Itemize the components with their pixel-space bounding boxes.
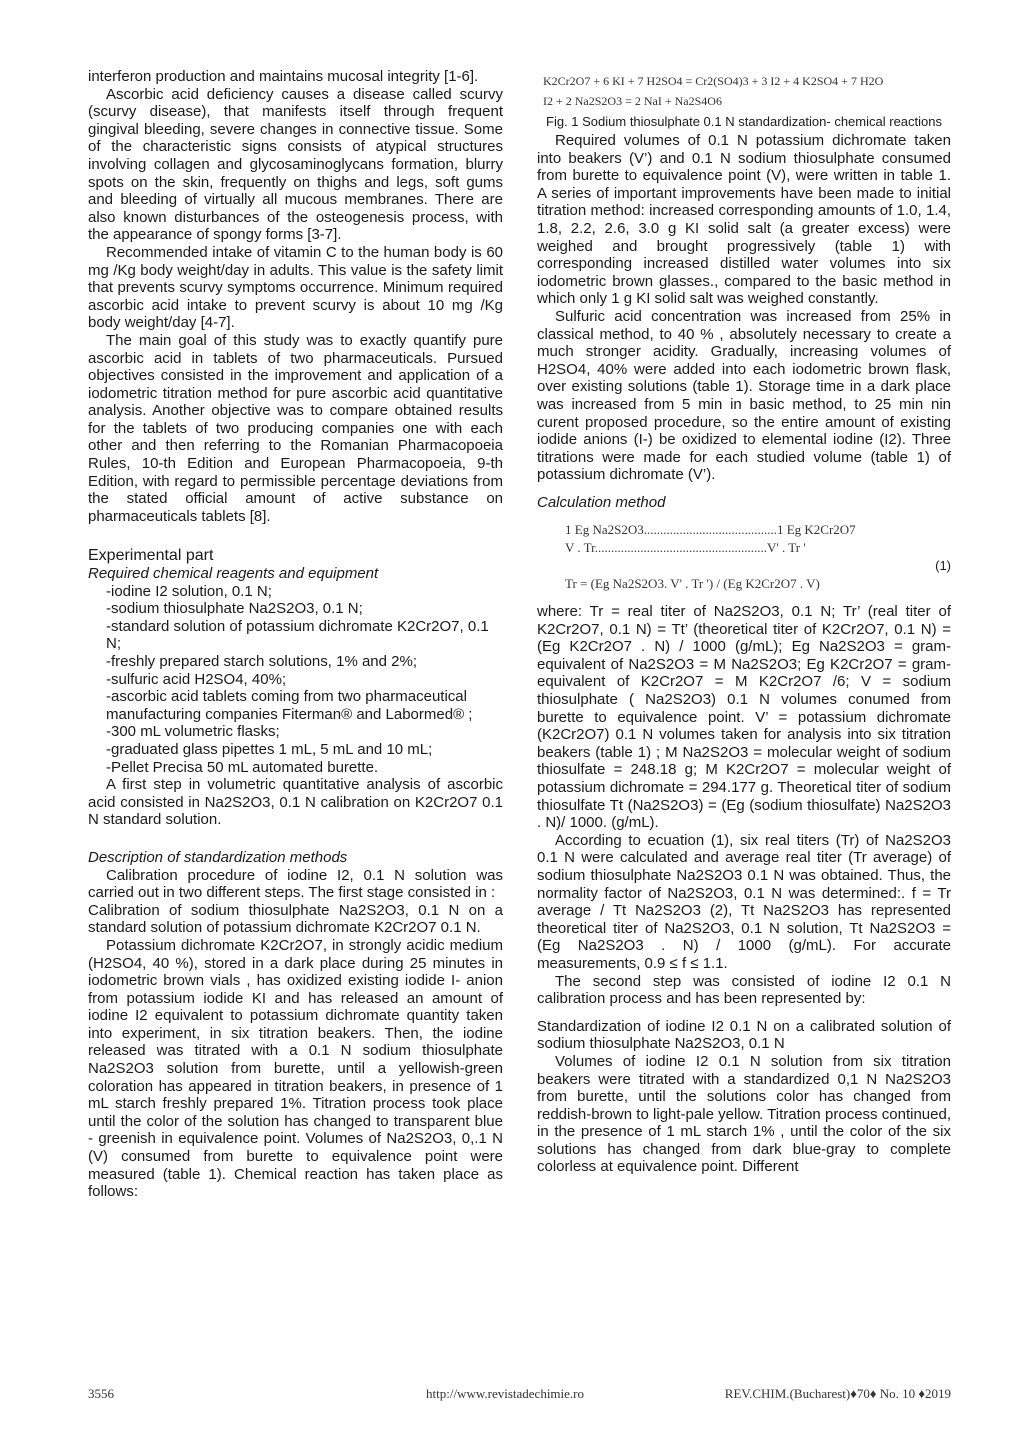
paragraph: Volumes of iodine I2 0.1 N solution from six titration beakers were titrated with a standardized 0,1 N Na2S2O3 from burette, until the solutions color has changed from reddish-brown to light-pale yellow. Titration process continued, in the presence of 1 mL starch 1% , until the color of the six solutions has changed from dark blue-gray to complete colorless at equivalence point. Different: [537, 1052, 951, 1176]
journal-reference: REV.CHIM.(Bucharest)♦70♦ No. 10 ♦2019: [724, 1386, 951, 1401]
paragraph: Potassium dichromate K2Cr2O7, in strongly acidic medium (H2SO4, 40 %), stored in a dark place during 25 minutes in iodometric brown vials , has oxidized existing iodide I- anion from potassium iodide KI and has released an amount of iodine I2 equivalent to potassium dichromate quantity taken into experiment, in six titration beakers. Then, the iodine released was titrated with a 0.1 N sodium thiosulphate Na2S2O3 solution from burette, until a yellowish-green coloration has appeared in titration beakers, in presence of 1 mL starch freshly prepared 1%. Titration process took place until the color of the solution has changed to transparent blue - greenish in equivalence point. Volumes of Na2S2O3, 0,.1 N (V) consumed from burette to equivalence point were measured (table 1). Chemical reaction has taken place as follows:: [88, 936, 503, 1201]
equation-number: (1): [935, 558, 951, 574]
figure-chemical-reactions: [537, 74, 951, 108]
equivalence-line: V . Tr.....................................................V' . Tr ': [565, 540, 806, 556]
list-item: -freshly prepared starch solutions, 1% and 2%;: [106, 653, 417, 670]
page-footer: [88, 1385, 951, 1403]
paragraph: A first step in volumetric quantitative analysis of ascorbic acid consisted in Na2S2O3, 0.1 N calibration on K2Cr2O7 0.1 N standard solution.: [88, 776, 503, 829]
journal-url: http://www.revistadechimie.ro: [426, 1386, 585, 1401]
list-item: -graduated glass pipettes 1 mL, 5 mL and 10 mL;: [106, 740, 433, 758]
list-item: -sulfuric acid H2SO4, 40%;: [106, 670, 287, 688]
page-number: 3556: [88, 1386, 114, 1401]
subsection-heading: Description of standardization methods: [88, 848, 348, 866]
chemical-equation: I2 + 2 Na2S2O3 = 2 NaI + Na2S4O6: [543, 94, 722, 108]
figure-caption: Fig. 1 Sodium thiosulphate 0.1 N standardization- chemical reactions: [546, 114, 942, 129]
section-heading: Experimental part: [88, 547, 214, 565]
paragraph: interferon production and maintains mucosal integrity [1-6].: [88, 68, 479, 85]
paragraph: Ascorbic acid deficiency causes a disease called scurvy (scurvy disease), that manifests itself through frequent gingival bleeding, severe changes in connective tissue. Some of the characteristic signs consists of atypical structures involving collagen and glycosaminoglycans formation, blurry spots on the skin, frequently on thighs and legs, soft gums and bleeding of virtually all mucous membranes. There are also known disturbances of the osteogenesis process, with the appearance of spongy forms [3-7].: [88, 85, 503, 244]
list-item: -iodine I2 solution, 0.1 N;: [106, 582, 272, 600]
paragraph: Calibration of sodium thiosulphate Na2S2O3, 0.1 N on a standard solution of potassium dichromate K2Cr2O7 0.1 N.: [88, 901, 503, 937]
subsection-heading: Required chemical reagents and equipment: [88, 565, 379, 583]
equivalence-line: 1 Eg Na2S2O3.........................................1 Eg K2Cr2O7: [565, 522, 856, 538]
titer-formula: Tr = (Eg Na2S2O3. V' . Tr ') / (Eg K2Cr2O7 . V): [565, 576, 820, 592]
paragraph: Calibration procedure of iodine I2, 0.1 N solution was carried out in two different steps. The first stage consisted in :: [88, 866, 503, 902]
paragraph: According to ecuation (1), six real titers (Tr) of Na2S2O3 0.1 N were calculated and average real titer (Tr average) of sodium thiosulphate Na2S2O3 0.1 N was obtained. Thus, the normality factor of Na2S2O3, 0.1 N was determined:. f = Tr average / Tt Na2S2O3 (2), Tt Na2S2O3 has represented theoretical titer of Na2S2O3, 0.1 N solution, Tt Na2S2O3 = (Eg Na2S2O3 . N) / 1000 (g/mL). For accurate measurements, 0.9 ≤ f ≤ 1.1.: [537, 831, 951, 972]
list-item: -300 mL volumetric flasks;: [106, 723, 280, 741]
left-column: [88, 68, 503, 1201]
right-column: [537, 68, 951, 1176]
paragraph: Recommended intake of vitamin C to the human body is 60 mg /Kg body weight/day in adults. This value is the safety limit that prevents scurvy symptoms occurrence. Minimum required ascorbic acid intake to prevent scurvy is about 10 mg /Kg body weight/day [4-7].: [88, 243, 503, 332]
paragraph: Sulfuric acid concentration was increased from 25% in classical method, to 40 % , absolutely necessary to create a much stronger acidity. Gradually, increasing volumes of H2SO4, 40% were added into each iodometric brown flask, over existing solutions (table 1). Storage time in a dark place was increased from 5 min in basic method, to 25 min nin curent proposed procedure, so the entire amount of existing iodide anions (I-) be oxidized to elemental iodine (I2). Three titrations were made for each studied volume (table 1) of potassium dichromate (V’).: [537, 307, 951, 484]
paragraph: Standardization of iodine I2 0.1 N on a calibrated solution of sodium thiosulphate Na2S2O3, 0.1 N: [537, 1017, 951, 1053]
list-item: -standard solution of potassium dichromate K2Cr2O7, 0.1 N;: [106, 617, 489, 653]
list-item: -ascorbic acid tablets coming from two pharmaceutical manufacturing companies Fiterman® and Labormed® ;: [106, 688, 473, 723]
chemical-equation: K2Cr2O7 + 6 KI + 7 H2SO4 = Cr2(SO4)3 + 3 I2 + 4 K2SO4 + 7 H2O: [543, 74, 884, 88]
paragraph: Required volumes of 0.1 N potassium dichromate taken into beakers (V’) and 0.1 N sodium thiosulphate consumed from burette to equivalence point (V), were written in table 1. A series of important improvements have been made to initial titration method: increased corresponding amounts of 1.0, 1.4, 1.8, 2.2, 2.6, 3.0 g KI solid salt (a greater excess) were weighed and brought progressively (table 1) with corresponding increased distilled water volumes into six iodometric brown glasses., compared to the basic method in which only 1 g KI solid salt was weighed constantly.: [537, 132, 951, 308]
paragraph: The main goal of this study was to exactly quantify pure ascorbic acid in tablets of two pharmaceuticals. Pursued objectives consisted in the improvement and application of a iodometric titration method for pure ascorbic acid quantitative analysis. Another objective was to compare obtained results for the tablets of two producing companies one with each other and then referring to the Romanian Pharmacopoeia Rules, 10-th Edition and European Pharmacopoeia, 9-th Edition, with regard to permissible percentage deviations from the stated official amount of active substance on pharmaceuticals tablets [8].: [88, 331, 503, 525]
list-item: -sodium thiosulphate Na2S2O3, 0.1 N;: [106, 600, 363, 618]
subsection-heading: Calculation method: [537, 493, 666, 511]
paragraph: where: Tr = real titer of Na2S2O3, 0.1 N; Tr’ (real titer of K2Cr2O7, 0.1 N) = Tt’ (theoretical titer of K2Cr2O7, 0.1 N) = (Eg K2Cr2O7 . N) / 1000 (g/mL); Eg Na2S2O3 = gram-equivalent of Na2S2O3 = M Na2S2O3; Eg K2Cr2O7 = gram-equivalent of K2Cr2O7 = M K2Cr2O7 /6; V = sodium thiosulphate ( Na2S2O3) 0.1 N volumes conumed from burette to equivalence point. V’ = potassium dichromate (K2Cr2O7) 0.1 N volumes taken for analysis into six titration beakers (table 1) ; M Na2S2O3 = molecular weight of sodium thiosulfate = 248.18 g; M K2Cr2O7 = molecular weight of potassium dichromate = 294.177 g. Theoretical titer of sodium thiosulfate Tt (Na2S2O3) = (Eg (sodium thiosulfate) Na2S2O3 . N)/ 1000. (g/mL).: [537, 603, 951, 832]
paragraph: The second step was consisted of iodine I2 0.1 N calibration process and has been represented by:: [537, 972, 951, 1008]
list-item: -Pellet Precisa 50 mL automated burette.: [106, 758, 379, 776]
